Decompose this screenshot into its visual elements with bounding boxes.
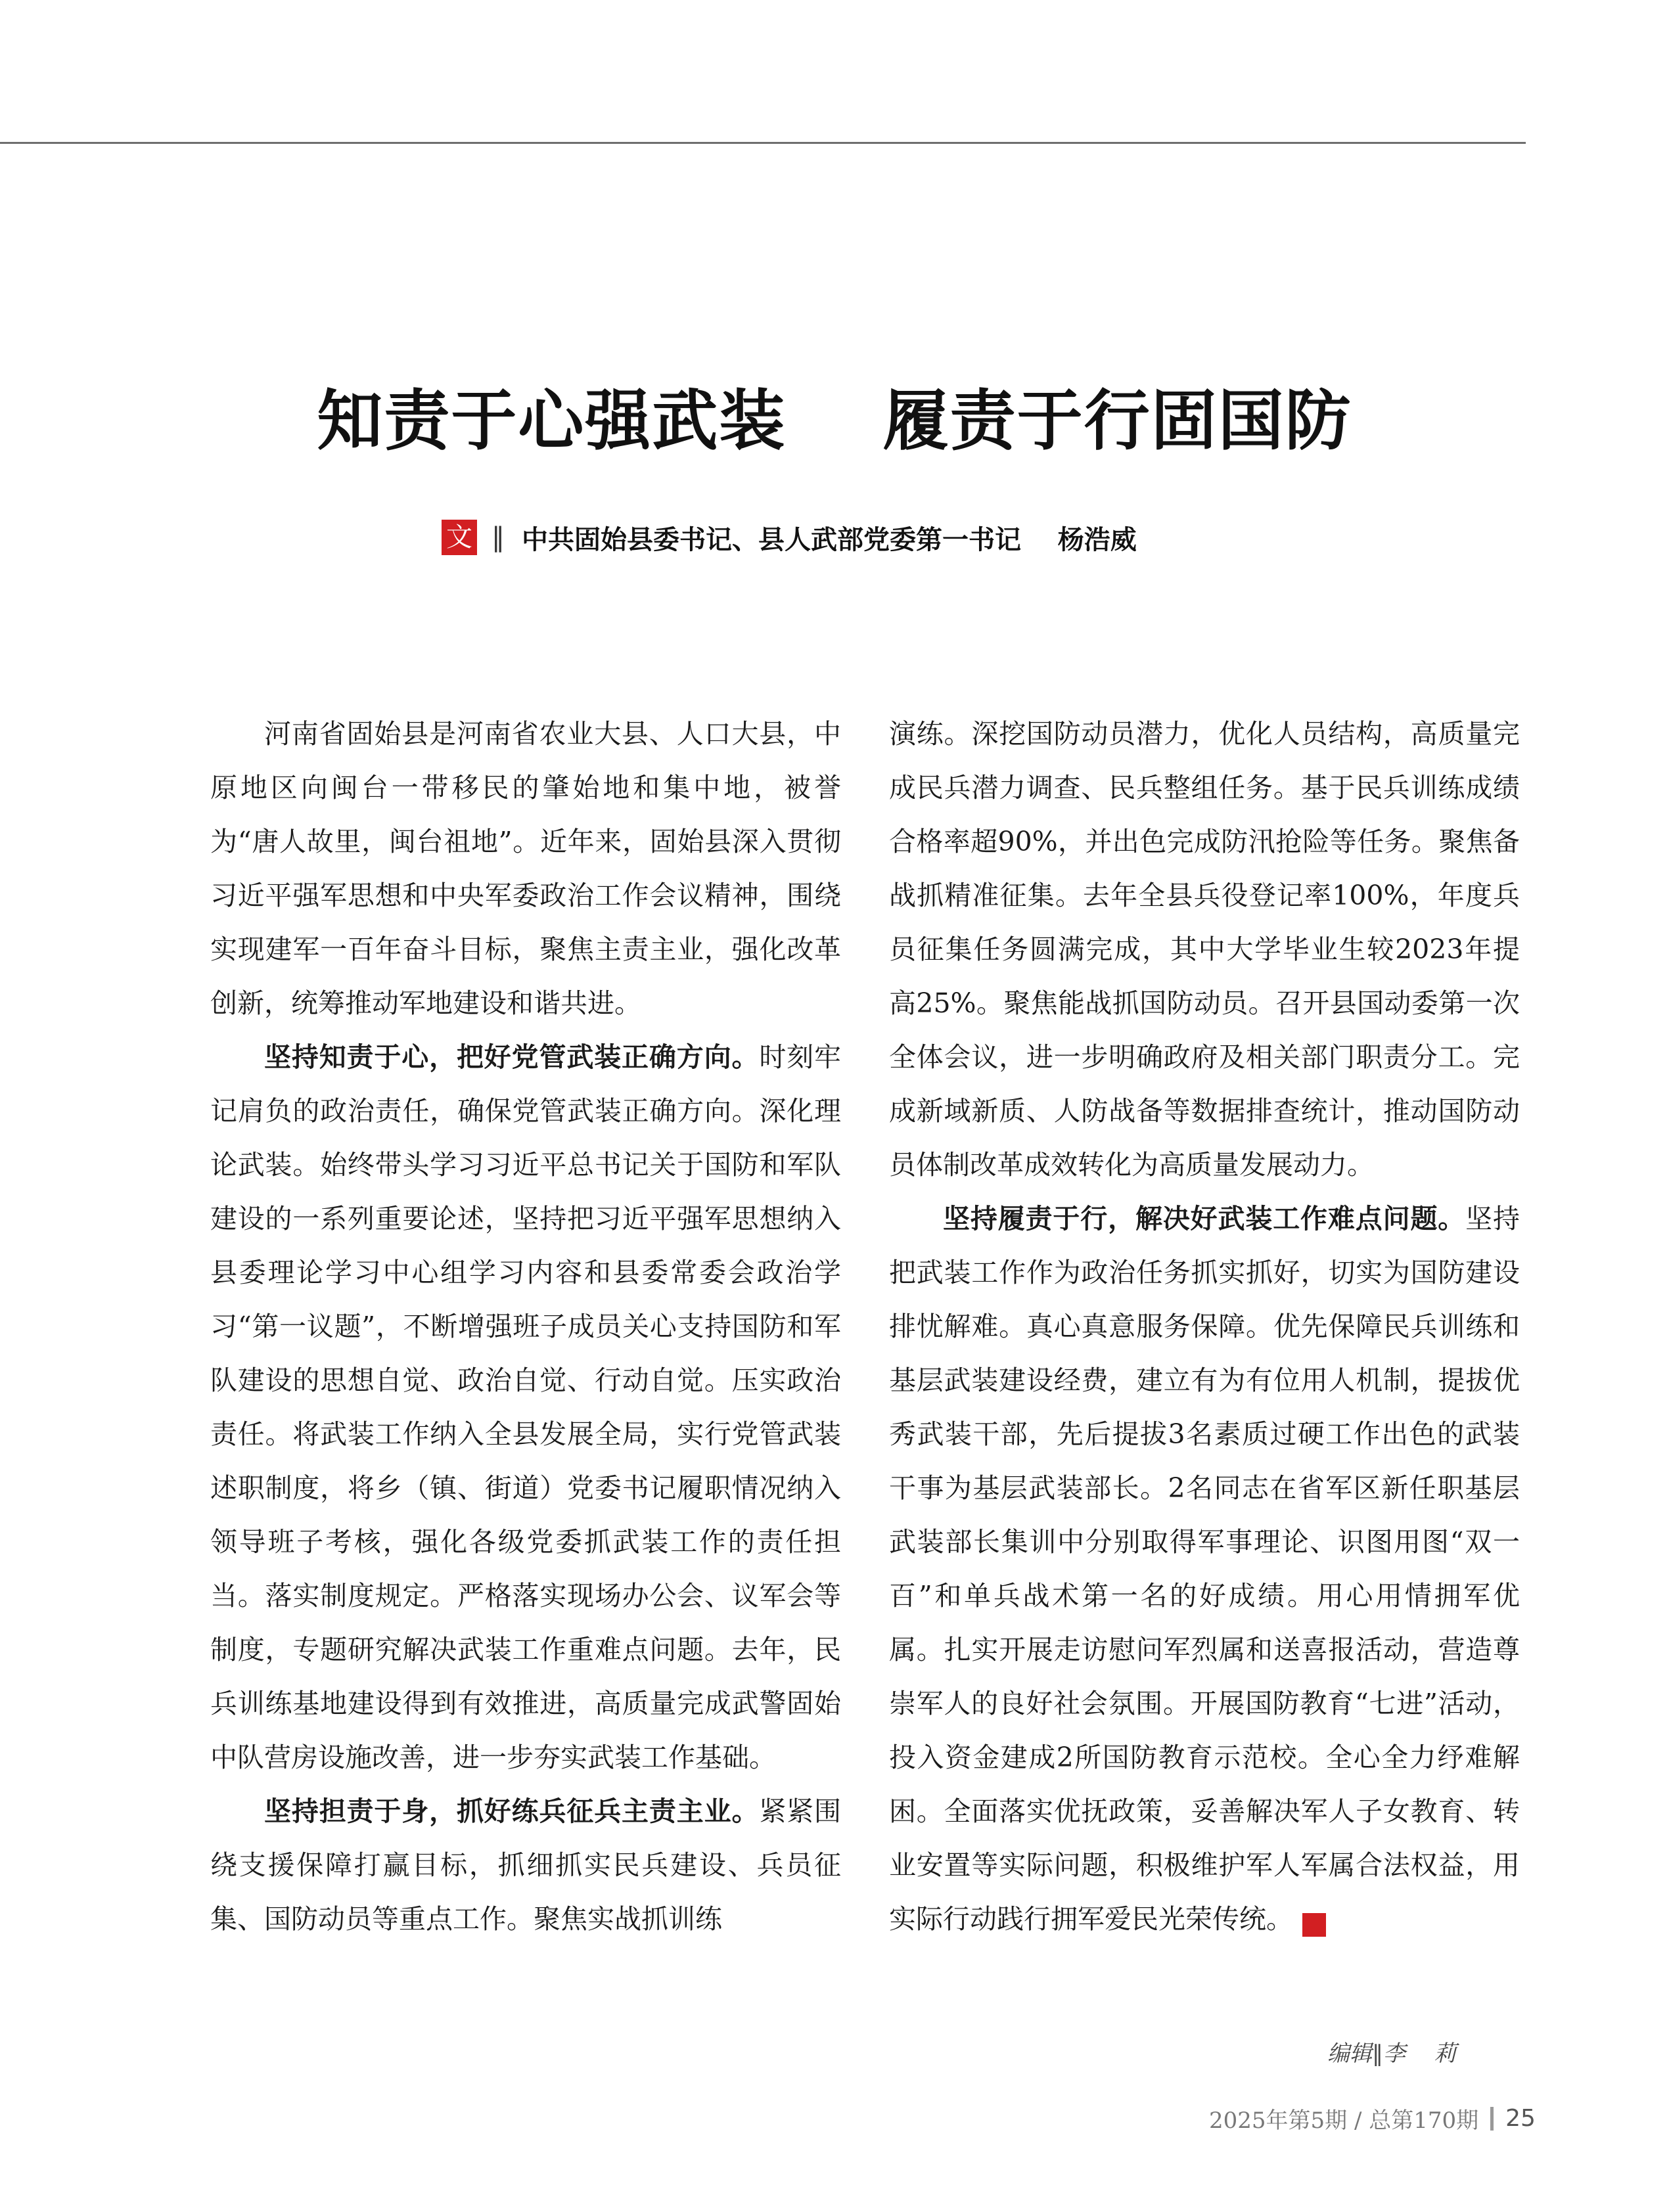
- left-column: [210, 707, 841, 1946]
- section-body-1: 时刻牢记肩负的政治责任，确保党管武装正确方向。深化理论武装。始终带头学习习近平总书记关于国防和军队建设的一系列重要论述，坚持把习近平强军思想纳入县委理论学习中心组学习内容和县委常委会政治学习“第一议题”，不断增强班子成员关心支持国防和军队建设的思想自觉、政治自觉、行动自觉。压实政治责任。将武装工作纳入全县发展全局，实行党管武装述职制度，将乡（镇、街道）党委书记履职情况纳入领导班子考核，强化各级党委抓武装工作的责任担当。落实制度规定。严格落实现场办公会、议军会等制度，专题研究解决武装工作重难点问题。去年，民兵训练基地建设得到有效推进，高质量完成武警固始中队营房设施改善，进一步夯实武装工作基础。: [210, 1041, 842, 1773]
- section-heading-3: 坚持履责于行，解决好武装工作难点问题。: [943, 1203, 1466, 1234]
- byline-separator: ‖: [492, 522, 505, 553]
- section-heading-1: 坚持知责于心，把好党管武装正确方向。: [264, 1041, 760, 1073]
- page-footer: [1209, 2102, 1536, 2134]
- section-heading-2: 坚持担责于身，抓好练兵征兵主责主业。: [264, 1795, 760, 1827]
- editor-credit: 编辑‖李 莉: [1327, 2041, 1457, 2067]
- byline-author: 中共固始县委书记、县人武部党委第一书记 杨浩威: [522, 524, 1137, 555]
- author-label-icon: 文: [442, 520, 477, 555]
- section-body-3: 坚持把武装工作作为政治任务抓实抓好，切实为国防建设排忧解难。真心真意服务保障。优先保障民兵训练和基层武装建设经费，建立有为有位用人机制，提拔优秀武装干部，先后提拔3名素质过硬工作出色的武装干事为基层武装部长。2名同志在省军区新任职基层武装部长集训中分别取得军事理论、识图用图“双一百”和单兵战术第一名的好成绩。用心用情拥军优属。扎实开展走访慰问军烈属和送喜报活动，营造尊崇军人的良好社会氛围。开展国防教育“七进”活动，投入资金建成2所国防教育示范校。全心全力纾难解困。全面落实优抚政策，妥善解决军人子女教育、转业安置等实际问题，积极维护军人军属合法权益，用实际行动践行拥军爱民光荣传统。: [889, 1203, 1520, 1935]
- continued-paragraph: 演练。深挖国防动员潜力，优化人员结构，高质量完成民兵潜力调查、民兵整组任务。基于民兵训练成绩合格率超90%，并出色完成防汛抢险等任务。聚焦备战抓精准征集。去年全县兵役登记率100%，年度兵员征集任务圆满完成，其中大学毕业生较2023年提高25%。聚焦能战抓国防动员。召开县国动委第一次全体会议，进一步明确政府及相关部门职责分工。完成新域新质、人防战备等数据排查统计，推动国防动员体制改革成效转化为高质量发展动力。: [889, 718, 1520, 1181]
- section-body-2: 紧紧围绕支援保障打赢目标，抓细抓实民兵建设、兵员征集、国防动员等重点工作。聚焦实战抓训练: [210, 1795, 842, 1935]
- right-column: [889, 707, 1520, 1946]
- page-number: 25: [1505, 2105, 1536, 2132]
- header-rule: [0, 142, 1526, 144]
- section-paragraph-1: [210, 1030, 841, 1784]
- end-mark-icon: G: [1302, 1913, 1326, 1937]
- intro-paragraph: 河南省固始县是河南省农业大县、人口大县，中原地区向闽台一带移民的肇始地和集中地，被誉为“唐人故里，闽台祖地”。近年来，固始县深入贯彻习近平强军思想和中央军委政治工作会议精神，围绕实现建军一百年奋斗目标，聚焦主责主业，强化改革创新，统筹推动军地建设和谐共进。: [210, 718, 841, 1019]
- issue-info: 2025年第5期 / 总第170期: [1209, 2108, 1479, 2134]
- footer-divider: [1490, 2107, 1494, 2131]
- section-paragraph-2: [210, 1784, 841, 1946]
- article-title: 知责于心强武装 履责于行固国防: [317, 382, 1352, 459]
- byline: [442, 519, 1137, 556]
- section-paragraph-3: [889, 1192, 1520, 1946]
